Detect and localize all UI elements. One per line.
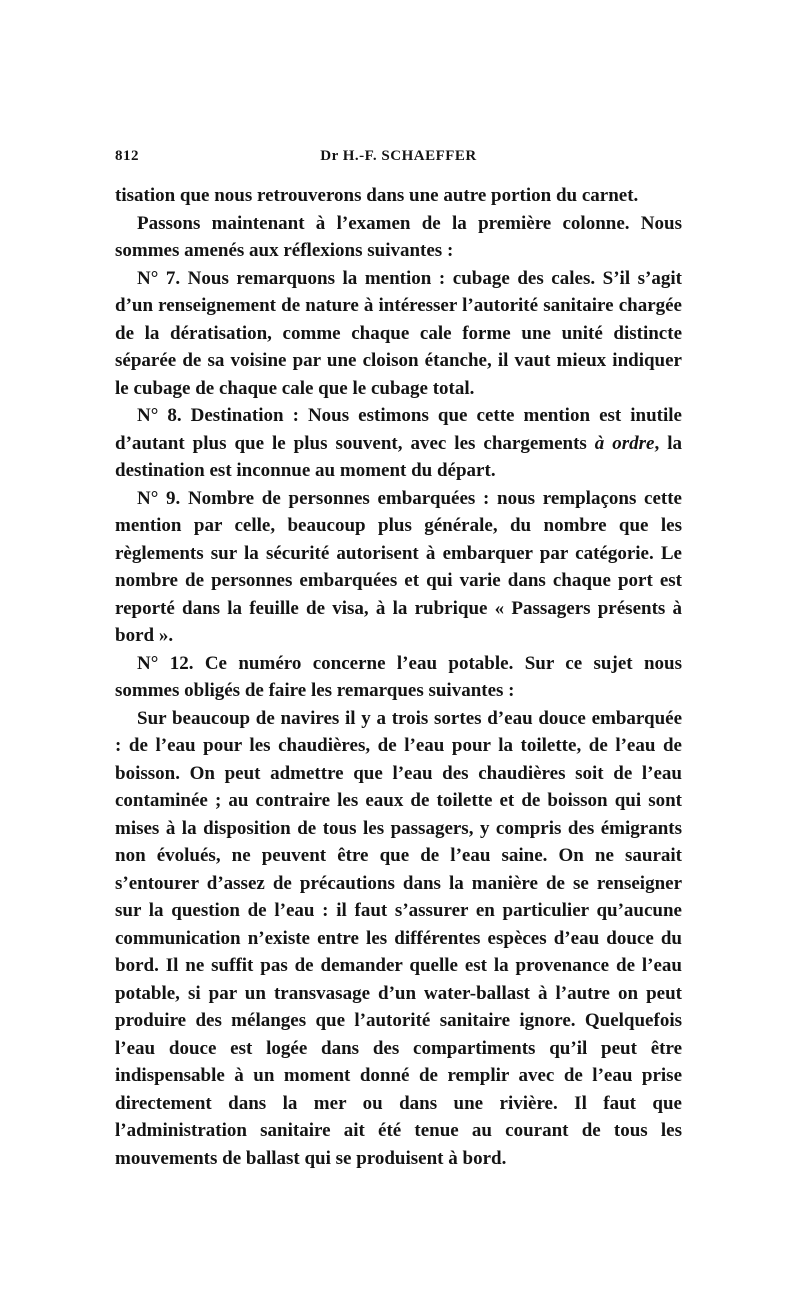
paragraph-n8-tail: , la destination est inconnue au moment du départ. [115,432,683,481]
paragraph-n9: N° 9. Nombre de personnes embarquées : nous remplaçons cette mention par celle, beaucoup plus générale, du nombre que les règlements sur la sécurité autorisent à embarquer par catégorie. Le nombre de personnes embarquées et qui varie dans chaque port est reporté dans la feuille de visa, à la rubrique « Passagers présents à bord ». [115,487,682,646]
paragraph-n8 [115,402,682,485]
body-text [115,182,682,1172]
page-number: 812 [115,148,139,164]
book-page [115,148,682,1172]
paragraph-intro: Passons maintenant à l’examen de la première colonne. Nous sommes amenés aux réflexions suivantes : [115,212,682,261]
paragraph-n8-italic: à ordre [594,432,655,454]
running-head [115,148,682,170]
paragraph-water: Sur beaucoup de navires il y a trois sortes d’eau douce embarquée : de l’eau pour les chaudières, de l’eau pour la toilette, de l’eau de boisson. On peut admettre que l’eau des chaudières soit de l’eau contaminée ; au contraire les eaux de toilette et de boisson qui sont mises à la disposition de tous les passagers, y compris des émigrants non évolués, ne peuvent être que de l’eau saine. On ne saurait s’entourer d’assez de précautions dans la manière de se renseigner sur la question de l’eau : il faut s’assurer en particulier qu’aucune communication n’existe entre les différentes espèces d’eau douce du bord. Il ne suffit pas de demander quelle est la provenance de l’eau potable, si par un transvasage d’un water-ballast à l’autre on peut produire des mélanges que l’autorité sanitaire ignore. Quelquefois l’eau douce est logée dans des compartiments qu’il peut être indispensable à un moment donné de remplir avec de l’eau prise directement dans la mer ou dans une rivière. Il faut que l’administration sanitaire ait été tenue au courant de tous les mouvements de ballast qui se produisent à bord. [115,707,682,1169]
paragraph-n12: N° 12. Ce numéro concerne l’eau potable. Sur ce sujet nous sommes obligés de faire les remarques suivantes : [115,652,682,701]
paragraph-n7: N° 7. Nous remarquons la mention : cubage des cales. S’il s’agit d’un renseignement de nature à intéresser l’autorité sanitaire chargée de la dératisation, comme chaque cale forme une unité distincte séparée de sa voisine par une cloison étanche, il vaut mieux indiquer le cubage de chaque cale que le cubage total. [115,267,682,399]
paragraph-continuation: tisation que nous retrouverons dans une autre portion du carnet. [115,185,639,206]
paragraph-n8-text: N° 8. Destination : Nous estimons que cette mention est inutile d’autant plus que le plus souvent, avec les chargements [115,405,682,454]
running-title: Dr H.-F. SCHAEFFER [320,148,477,164]
